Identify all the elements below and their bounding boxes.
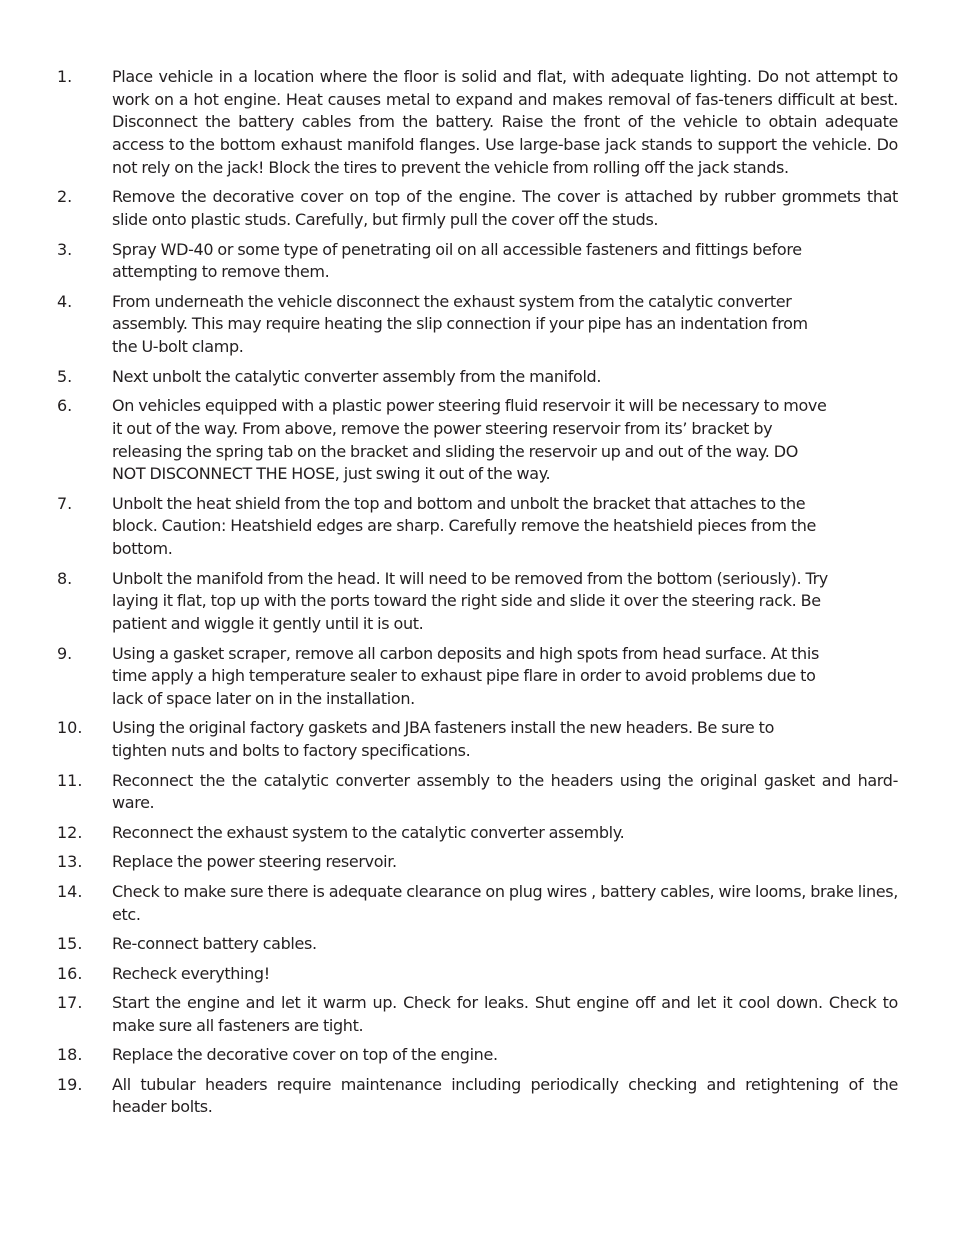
step-text: Replace the power steering reservoir. bbox=[112, 852, 397, 872]
step-18 bbox=[57, 1044, 898, 1067]
step-8 bbox=[57, 568, 898, 636]
step-16 bbox=[57, 963, 898, 986]
step-number: 6. bbox=[57, 396, 73, 416]
step-number: 15. bbox=[57, 934, 83, 954]
step-text: From underneath the vehicle disconnect the exhaust system from the catalytic converter assembly. This may require heating the slip connection if your pipe has an indentation from the U-bolt clamp. bbox=[112, 291, 808, 357]
step-number: 8. bbox=[57, 568, 73, 588]
step-text: Using the original factory gaskets and JBA fasteners install the new headers. Be sure to tighten nuts and bolts to factory specifications. bbox=[112, 718, 775, 761]
step-number: 9. bbox=[57, 643, 73, 663]
step-number: 11. bbox=[57, 770, 83, 790]
step-text: Spray WD-40 or some type of penetrating oil on all accessible fasteners and fittings before attempting to remove them. bbox=[112, 239, 802, 282]
step-number: 12. bbox=[57, 822, 83, 842]
installation-steps-list bbox=[57, 66, 898, 1126]
step-text: Replace the decorative cover on top of the engine. bbox=[112, 1045, 498, 1065]
step-number: 7. bbox=[57, 493, 73, 513]
step-11 bbox=[57, 770, 898, 815]
step-text: Place vehicle in a location where the floor is solid and flat, with adequate lighting. Do not attempt to work on a hot engine. Heat causes metal to expand and makes removal of fas-teners difficult at best. Disconnect the battery cables from the battery. Raise the front of the vehicle to obtain adequate access to the bottom exhaust manifold flanges. Use large-base jack stands to support the vehicle. Do not rely on the jack! Block the tires to prevent the vehicle from rolling off the jack stands. bbox=[112, 67, 898, 177]
step-text: Unbolt the heat shield from the top and bottom and unbolt the bracket that attaches to the block. Caution: Heatshield edges are sharp. Carefully remove the heatshield pieces from the bottom. bbox=[112, 493, 817, 559]
step-text: Next unbolt the catalytic converter assembly from the manifold. bbox=[112, 366, 602, 386]
step-15 bbox=[57, 933, 898, 956]
step-14 bbox=[57, 881, 898, 926]
step-number: 17. bbox=[57, 993, 83, 1013]
step-number: 13. bbox=[57, 852, 83, 872]
step-number: 3. bbox=[57, 239, 73, 259]
step-text: Start the engine and let it warm up. Check for leaks. Shut engine off and let it cool down. Check to make sure all fasteners are tight. bbox=[112, 993, 898, 1035]
step-4 bbox=[57, 291, 898, 359]
step-text: Reconnect the the catalytic converter assembly to the headers using the original gasket and hard-ware. bbox=[112, 770, 898, 813]
step-text: Reconnect the exhaust system to the catalytic converter assembly. bbox=[112, 822, 625, 842]
step-12 bbox=[57, 822, 898, 845]
step-number: 5. bbox=[57, 366, 73, 386]
step-text: Re-connect battery cables. bbox=[112, 934, 317, 954]
step-7 bbox=[57, 493, 898, 561]
step-19 bbox=[57, 1074, 898, 1119]
step-number: 10. bbox=[57, 718, 83, 738]
step-text: Recheck everything! bbox=[112, 963, 270, 983]
step-number: 14. bbox=[57, 881, 83, 901]
step-text: Check to make sure there is adequate clearance on plug wires , battery cables, wire looms, brake lines, etc. bbox=[112, 881, 898, 924]
step-number: 2. bbox=[57, 187, 73, 207]
step-10 bbox=[57, 717, 898, 762]
step-text: On vehicles equipped with a plastic power steering fluid reservoir it will be necessary to move it out of the way. From above, remove the power steering reservoir from its’ bracket by releasing the spring tab on the bracket and sliding the reservoir up and out of the way. DO NOT DISCONNECT THE HOSE, just swing it out of the way. bbox=[112, 396, 827, 484]
step-text: Using a gasket scraper, remove all carbon deposits and high spots from head surface. At this time apply a high temperature sealer to exhaust pipe flare in order to avoid problems due to lack of space later on in the installation. bbox=[112, 643, 819, 708]
step-number: 19. bbox=[57, 1074, 83, 1094]
step-number: 1. bbox=[57, 67, 73, 86]
step-number: 18. bbox=[57, 1045, 83, 1065]
step-2 bbox=[57, 186, 898, 231]
step-17 bbox=[57, 992, 898, 1037]
step-text: Remove the decorative cover on top of the engine. The cover is attached by rubber grommets that slide onto plastic studs. Carefully, but firmly pull the cover off the studs. bbox=[112, 187, 898, 230]
step-text: Unbolt the manifold from the head. It will need to be removed from the bottom (seriously). Try laying it flat, top up with the ports toward the right side and slide it over the steering rack. Be patient and wiggle it gently until it is out. bbox=[112, 568, 828, 634]
step-13 bbox=[57, 851, 898, 874]
step-5 bbox=[57, 366, 898, 389]
step-number: 4. bbox=[57, 291, 73, 311]
step-number: 16. bbox=[57, 963, 83, 983]
step-6 bbox=[57, 395, 898, 486]
step-9 bbox=[57, 643, 898, 711]
step-1 bbox=[57, 66, 898, 180]
step-text: All tubular headers require maintenance including periodically checking and retightening of the header bolts. bbox=[112, 1074, 898, 1117]
step-3 bbox=[57, 239, 898, 284]
